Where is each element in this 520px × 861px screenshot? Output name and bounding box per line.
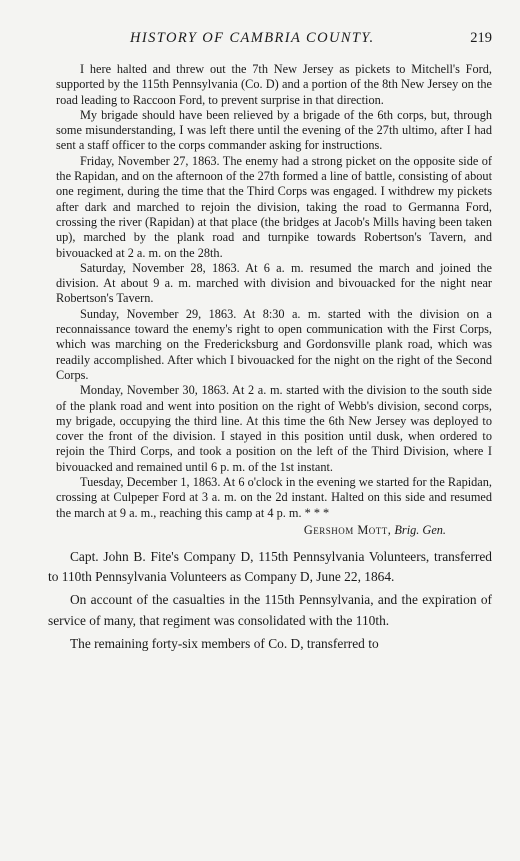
report-paragraph: Tuesday, December 1, 1863. At 6 o'clock in the evening we started for the Rapidan, crossing at Culpeper Ford at 3 a. m. on the 2d instant. Halted on this side and resumed the march at 9 a. m., reaching this camp at 4 p. m. * * * bbox=[56, 475, 492, 520]
narrative-paragraph: The remaining forty-six members of Co. D, transferred to bbox=[70, 635, 379, 651]
report-paragraph: My brigade should have been relieved by a brigade of the 6th corps, but, through some misunderstanding, I was left there until the evening of the 27th ultimo, after I had sent a staff officer to the corps commander asking for instructions. bbox=[56, 107, 492, 153]
page-number: 219 bbox=[470, 30, 492, 46]
signature-title: Brig. Gen. bbox=[394, 522, 446, 537]
report-paragraph: I here halted and threw out the 7th New Jersey as pickets to Mitchell's Ford, supported by the 115th Pennsylvania (Co. D) and a portion of the 8th New Jersey on the road leading to Raccoon Ford, to prevent surprise in that direction. bbox=[56, 62, 492, 107]
report-paragraph: Sunday, November 29, 1863. At 8:30 a. m. started with the division on a reconnaissance toward the enemy's right to open communication with the First Corps, which was marching on the Fredericksburg and Gordonsville plank road, which was readily accomplished. After which I bivouacked for the night on the right of the Second Corps. bbox=[56, 306, 492, 382]
quoted-report bbox=[52, 62, 492, 538]
narrative-paragraph: Capt. John B. Fite's Company D, 115th Pennsylvania Volunteers, transferred to 110th Pennsylvania Volunteers as Company D, June 22, 1864. bbox=[48, 548, 492, 585]
running-head bbox=[52, 30, 492, 52]
report-paragraph: Saturday, November 28, 1863. At 6 a. m. resumed the march and joined the division. At about 9 a. m. marched with division and bivouacked for the night near Robertson's Tavern. bbox=[56, 260, 492, 306]
narrative-paragraph: On account of the casualties in the 115th Pennsylvania, and the expiration of service of many, that regiment was consolidated with the 110th. bbox=[48, 592, 492, 628]
signature bbox=[56, 522, 492, 538]
running-title: HISTORY OF CAMBRIA COUNTY. bbox=[130, 30, 375, 46]
report-paragraph: Monday, November 30, 1863. At 2 a. m. started with the division to the south side of the plank road and went into position on the right of Webb's division, second corps, my brigade, occupying the third line. At this time the 6th New Jersey was deployed to cover the front of the division. I stayed in this position until dusk, when ordered to rejoin the Third Corps, and took a position on the left of the Third Division, where I bivouacked and remained until 6 p. m. of the 1st instant. bbox=[56, 383, 492, 474]
signature-name: Gershom Mott, bbox=[303, 522, 392, 537]
report-paragraph: Friday, November 27, 1863. The enemy had a strong picket on the opposite side of the Rapidan, and on the afternoon of the 27th formed a line of battle, consisting of about one regiment, during the time that the Third Corps was engaged. I withdrew my pickets after dark and marched to rejoin the division, taking the road to Germanna Ford, crossing the river (Rapidan) at that place (the bridges at Jacob's Mills having been taken up), marched by the plank road and turnpike towards Robertson's Tavern, and bivouacked at 2 a. m. on the 28th. bbox=[56, 153, 492, 260]
narrative-text bbox=[48, 547, 492, 654]
